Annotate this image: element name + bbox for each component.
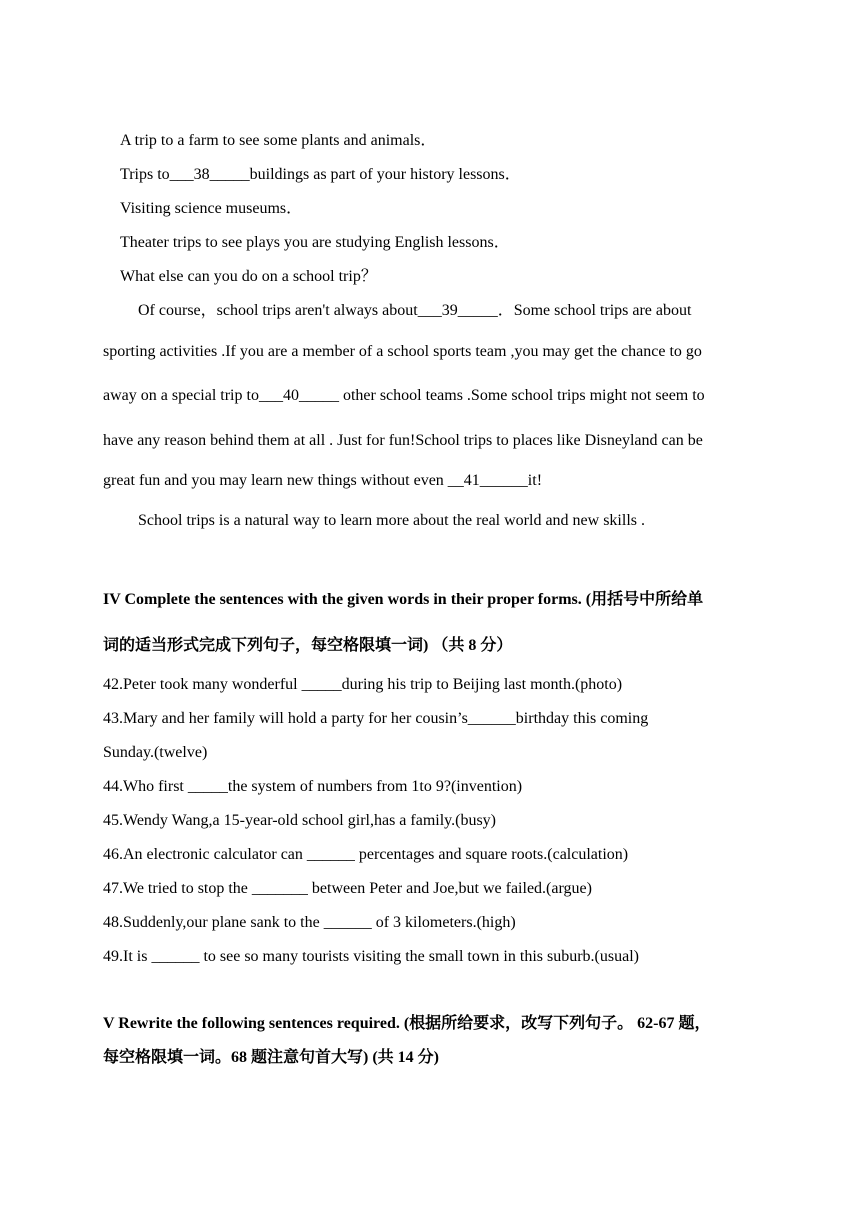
question-44: 44.Who first _____the system of numbers from 1to 9?(invention): [103, 778, 523, 795]
question-46: 46.An electronic calculator can ______ percentages and square roots.(calculation): [103, 846, 629, 863]
question-47: 47.We tried to stop the _______ between Peter and Joe,but we failed.(argue): [103, 880, 592, 897]
closing-sentence: School trips is a natural way to learn more about the real world and new skills .: [138, 512, 645, 529]
paragraph-line: have any reason behind them at all . Just for fun!School trips to places like Disneyland can be: [103, 432, 703, 449]
paragraph-line: Of course，school trips aren't always about___39_____．Some school trips are about: [138, 302, 692, 319]
question-43: 43.Mary and her family will hold a party for her cousin’s______birthday this coming: [103, 710, 649, 727]
question-42: 42.Peter took many wonderful _____during his trip to Beijing last month.(photo): [103, 676, 623, 693]
list-item: What else can you do on a school trip？: [120, 268, 377, 285]
question-45: 45.Wendy Wang,a 15-year-old school girl,has a family.(busy): [103, 812, 496, 829]
paragraph-line: sporting activities .If you are a member of a school sports team ,you may get the chance to go: [103, 343, 702, 360]
section-5-heading: 每空格限填一词。68 题注意句首大写) (共 14 分): [103, 1049, 439, 1066]
list-item: Trips to___38_____buildings as part of your history lessons．: [120, 166, 521, 183]
question-48: 48.Suddenly,our plane sank to the ______ of 3 kilometers.(high): [103, 914, 516, 931]
question-43-continued: Sunday.(twelve): [103, 744, 208, 761]
list-item: Theater trips to see plays you are studying English lessons．: [120, 234, 510, 251]
section-4-heading: IV Complete the sentences with the given words in their proper forms. (用括号中所给单: [103, 591, 704, 608]
paragraph-line: away on a special trip to___40_____ other school teams .Some school trips might not seem to: [103, 387, 705, 404]
question-49: 49.It is ______ to see so many tourists visiting the small town in this suburb.(usual): [103, 948, 639, 965]
section-4-heading: 词的适当形式完成下列句子，每空格限填一词) （共 8 分）: [103, 637, 513, 654]
list-item: A trip to a farm to see some plants and animals．: [120, 132, 437, 149]
paragraph-line: great fun and you may learn new things without even __41______it!: [103, 472, 543, 489]
section-5-heading: V Rewrite the following sentences required. (根据所给要求，改写下列句子。 62-67 题，: [103, 1015, 711, 1032]
list-item: Visiting science museums．: [120, 200, 303, 217]
